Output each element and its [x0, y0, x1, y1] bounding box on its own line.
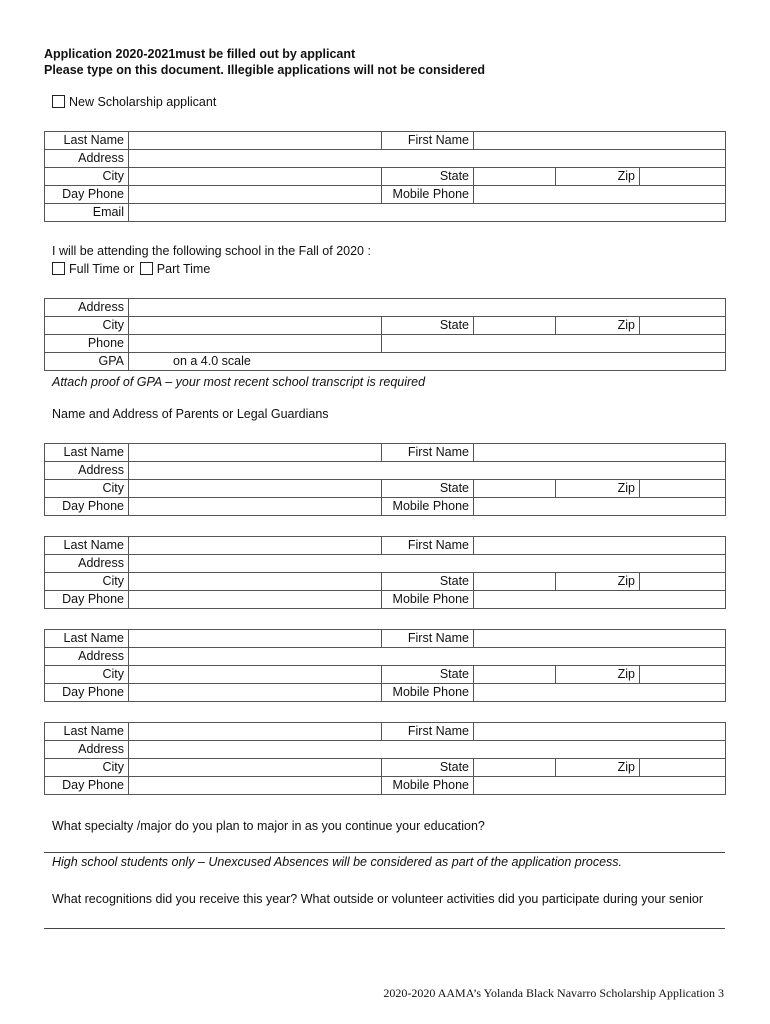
applicant-zip-field[interactable]	[640, 168, 726, 186]
part-time-checkbox[interactable]	[140, 262, 153, 275]
form-header-line-2: Please type on this document. Illegible applications will not be considered	[44, 63, 486, 77]
applicant-state-field[interactable]	[474, 168, 556, 186]
guardian-2-state-label: State	[382, 573, 474, 591]
applicant-state-label: State	[382, 168, 474, 186]
form-header-line-1: Application 2020-2021must be filled out by applicant	[44, 47, 356, 61]
school-phone-extra-field[interactable]	[382, 335, 726, 353]
guardian-1-state-label: State	[382, 480, 474, 498]
page-footer: 2020-2020 AAMA’s Yolanda Black Navarro Scholarship Application 3	[383, 986, 724, 1000]
guardian-1-mobile-phone-field[interactable]	[474, 498, 726, 516]
guardian-table-3	[44, 629, 726, 702]
recognitions-answer-line[interactable]	[44, 928, 725, 929]
guardian-2-city-label: City	[45, 573, 129, 591]
guardian-3-state-label: State	[382, 666, 474, 684]
guardian-4-last-name-label: Last Name	[45, 723, 129, 741]
absences-note: High school students only – Unexcused Absences will be considered as part of the application process.	[52, 855, 623, 869]
gpa-field[interactable]	[129, 353, 726, 371]
applicant-zip-label: Zip	[556, 168, 640, 186]
guardian-1-last-name-label: Last Name	[45, 444, 129, 462]
guardian-1-city-field[interactable]	[129, 480, 382, 498]
guardian-4-mobile-phone-label: Mobile Phone	[382, 777, 474, 795]
guardian-1-zip-label: Zip	[556, 480, 640, 498]
gpa-note: Attach proof of GPA – your most recent school transcript is required	[52, 375, 426, 389]
guardian-3-last-name-field[interactable]	[129, 630, 382, 648]
guardian-table-2	[44, 536, 726, 609]
guardian-1-address-field[interactable]	[129, 462, 726, 480]
applicant-mobile-phone-field[interactable]	[474, 186, 726, 204]
guardian-2-zip-label: Zip	[556, 573, 640, 591]
guardian-2-zip-field[interactable]	[640, 573, 726, 591]
major-question: What specialty /major do you plan to major in as you continue your education?	[52, 819, 485, 833]
gpa-label: GPA	[45, 353, 129, 371]
school-address-field[interactable]	[129, 299, 726, 317]
school-phone-label: Phone	[45, 335, 129, 353]
guardian-1-first-name-label: First Name	[382, 444, 474, 462]
applicant-day-phone-label: Day Phone	[45, 186, 129, 204]
guardian-2-last-name-label: Last Name	[45, 537, 129, 555]
applicant-last-name-label: Last Name	[45, 132, 129, 150]
gpa-scale-text: on a 4.0 scale	[173, 354, 251, 368]
school-info-table	[44, 298, 726, 371]
new-applicant-checkbox[interactable]	[52, 95, 65, 108]
applicant-city-label: City	[45, 168, 129, 186]
school-phone-field[interactable]	[129, 335, 382, 353]
guardian-3-city-label: City	[45, 666, 129, 684]
guardians-heading: Name and Address of Parents or Legal Guardians	[52, 407, 329, 421]
guardian-2-state-field[interactable]	[474, 573, 556, 591]
guardian-3-address-label: Address	[45, 648, 129, 666]
guardian-1-state-field[interactable]	[474, 480, 556, 498]
applicant-first-name-label: First Name	[382, 132, 474, 150]
guardian-3-state-field[interactable]	[474, 666, 556, 684]
guardian-3-day-phone-label: Day Phone	[45, 684, 129, 702]
applicant-email-label: Email	[45, 204, 129, 222]
guardian-3-zip-label: Zip	[556, 666, 640, 684]
applicant-city-field[interactable]	[129, 168, 382, 186]
applicant-address-label: Address	[45, 150, 129, 168]
guardian-4-first-name-label: First Name	[382, 723, 474, 741]
guardian-4-state-field[interactable]	[474, 759, 556, 777]
guardian-4-address-label: Address	[45, 741, 129, 759]
applicant-info-table	[44, 131, 726, 222]
guardian-3-last-name-label: Last Name	[45, 630, 129, 648]
new-applicant-row	[52, 94, 216, 110]
guardian-4-day-phone-field[interactable]	[129, 777, 382, 795]
guardian-3-zip-field[interactable]	[640, 666, 726, 684]
applicant-mobile-phone-label: Mobile Phone	[382, 186, 474, 204]
guardian-1-address-label: Address	[45, 462, 129, 480]
guardian-1-day-phone-label: Day Phone	[45, 498, 129, 516]
guardian-2-city-field[interactable]	[129, 573, 382, 591]
guardian-1-zip-field[interactable]	[640, 480, 726, 498]
full-time-label: Full Time or	[69, 262, 135, 276]
guardian-table-4	[44, 722, 726, 795]
school-address-label: Address	[45, 299, 129, 317]
guardian-2-last-name-field[interactable]	[129, 537, 382, 555]
guardian-4-first-name-field[interactable]	[474, 723, 726, 741]
guardian-1-last-name-field[interactable]	[129, 444, 382, 462]
guardian-3-city-field[interactable]	[129, 666, 382, 684]
applicant-first-name-field[interactable]	[474, 132, 726, 150]
school-state-field[interactable]	[474, 317, 556, 335]
guardian-3-first-name-field[interactable]	[474, 630, 726, 648]
guardian-4-mobile-phone-field[interactable]	[474, 777, 726, 795]
guardian-2-address-field[interactable]	[129, 555, 726, 573]
recognitions-question: What recognitions did you receive this year? What outside or volunteer activities did you participate during your senior	[52, 892, 704, 906]
guardian-2-day-phone-field[interactable]	[129, 591, 382, 609]
major-answer-line[interactable]	[44, 852, 725, 853]
full-time-checkbox[interactable]	[52, 262, 65, 275]
school-city-label: City	[45, 317, 129, 335]
new-applicant-label: New Scholarship applicant	[69, 95, 217, 109]
part-time-label: Part Time	[156, 262, 211, 276]
guardian-3-day-phone-field[interactable]	[129, 684, 382, 702]
guardian-3-mobile-phone-label: Mobile Phone	[382, 684, 474, 702]
guardian-4-address-field[interactable]	[129, 741, 726, 759]
guardian-4-zip-field[interactable]	[640, 759, 726, 777]
guardian-4-zip-label: Zip	[556, 759, 640, 777]
guardian-2-address-label: Address	[45, 555, 129, 573]
guardian-1-mobile-phone-label: Mobile Phone	[382, 498, 474, 516]
applicant-address-field[interactable]	[129, 150, 726, 168]
guardian-3-first-name-label: First Name	[382, 630, 474, 648]
guardian-4-state-label: State	[382, 759, 474, 777]
school-intro: I will be attending the following school in the Fall of 2020 :	[52, 244, 371, 258]
applicant-email-field[interactable]	[129, 204, 726, 222]
guardian-1-day-phone-field[interactable]	[129, 498, 382, 516]
guardian-table-1	[44, 443, 726, 516]
enrollment-options	[52, 261, 210, 277]
guardian-1-city-label: City	[45, 480, 129, 498]
school-zip-label: Zip	[556, 317, 640, 335]
applicant-last-name-field[interactable]	[129, 132, 382, 150]
guardian-2-mobile-phone-label: Mobile Phone	[382, 591, 474, 609]
guardian-2-first-name-field[interactable]	[474, 537, 726, 555]
guardian-3-mobile-phone-field[interactable]	[474, 684, 726, 702]
guardian-2-mobile-phone-field[interactable]	[474, 591, 726, 609]
guardian-1-first-name-field[interactable]	[474, 444, 726, 462]
guardian-2-first-name-label: First Name	[382, 537, 474, 555]
school-zip-field[interactable]	[640, 317, 726, 335]
school-city-field[interactable]	[129, 317, 382, 335]
guardian-3-address-field[interactable]	[129, 648, 726, 666]
school-state-label: State	[382, 317, 474, 335]
applicant-day-phone-field[interactable]	[129, 186, 382, 204]
guardian-4-last-name-field[interactable]	[129, 723, 382, 741]
guardian-4-city-field[interactable]	[129, 759, 382, 777]
guardian-4-city-label: City	[45, 759, 129, 777]
guardian-4-day-phone-label: Day Phone	[45, 777, 129, 795]
guardian-2-day-phone-label: Day Phone	[45, 591, 129, 609]
